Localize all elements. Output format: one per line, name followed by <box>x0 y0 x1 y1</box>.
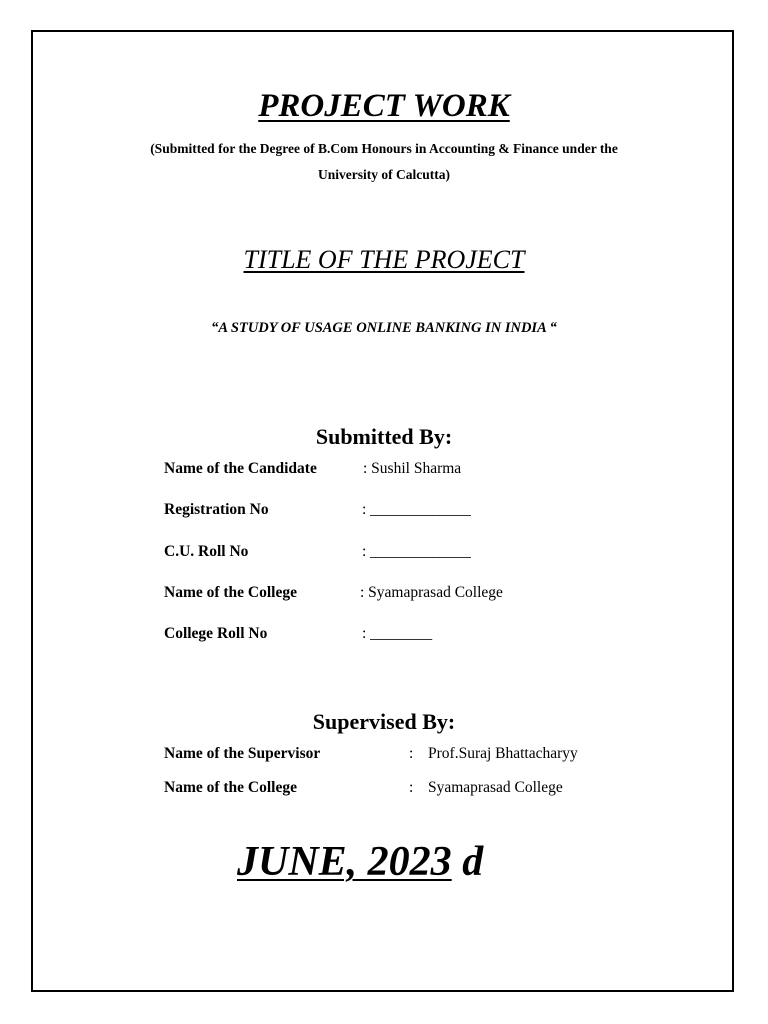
submission-note-line-1: (Submitted for the Degree of B.Com Honours in Accounting & Finance under the <box>150 141 618 156</box>
project-heading: TITLE OF THE PROJECT <box>243 245 525 274</box>
college-name-label: Name of the College <box>164 584 297 601</box>
college-roll-no-value: : ________ <box>362 625 433 642</box>
submission-date-main: JUNE, 2023 <box>237 839 452 885</box>
submission-date-suffix: d <box>451 839 484 885</box>
supervisor-college-label: Name of the College <box>164 779 297 796</box>
submitted-by-heading: Submitted By: <box>315 424 453 449</box>
submission-date <box>237 838 483 886</box>
submission-note-line-2: University of Calcutta) <box>318 167 450 182</box>
supervisor-college-separator: : <box>409 779 414 796</box>
college-name-value: : Syamaprasad College <box>360 584 503 601</box>
project-title: “A STUDY OF USAGE ONLINE BANKING IN INDIA “ <box>211 320 557 336</box>
candidate-name-value: : Sushil Sharma <box>363 460 462 477</box>
college-roll-no-label: College Roll No <box>164 625 268 642</box>
cu-roll-no-label: C.U. Roll No <box>164 543 249 560</box>
supervisor-name-label: Name of the Supervisor <box>164 745 321 762</box>
registration-no-label: Registration No <box>164 501 269 518</box>
supervisor-name-value: Prof.Suraj Bhattacharyy <box>428 745 578 762</box>
candidate-name-label: Name of the Candidate <box>164 460 317 477</box>
main-title: PROJECT WORK <box>258 88 510 124</box>
cu-roll-no-value: : _____________ <box>362 543 471 560</box>
supervisor-name-separator: : <box>409 745 414 762</box>
supervisor-college-value: Syamaprasad College <box>428 779 563 796</box>
supervised-by-heading: Supervised By: <box>312 709 456 734</box>
registration-no-value: : _____________ <box>362 501 471 518</box>
